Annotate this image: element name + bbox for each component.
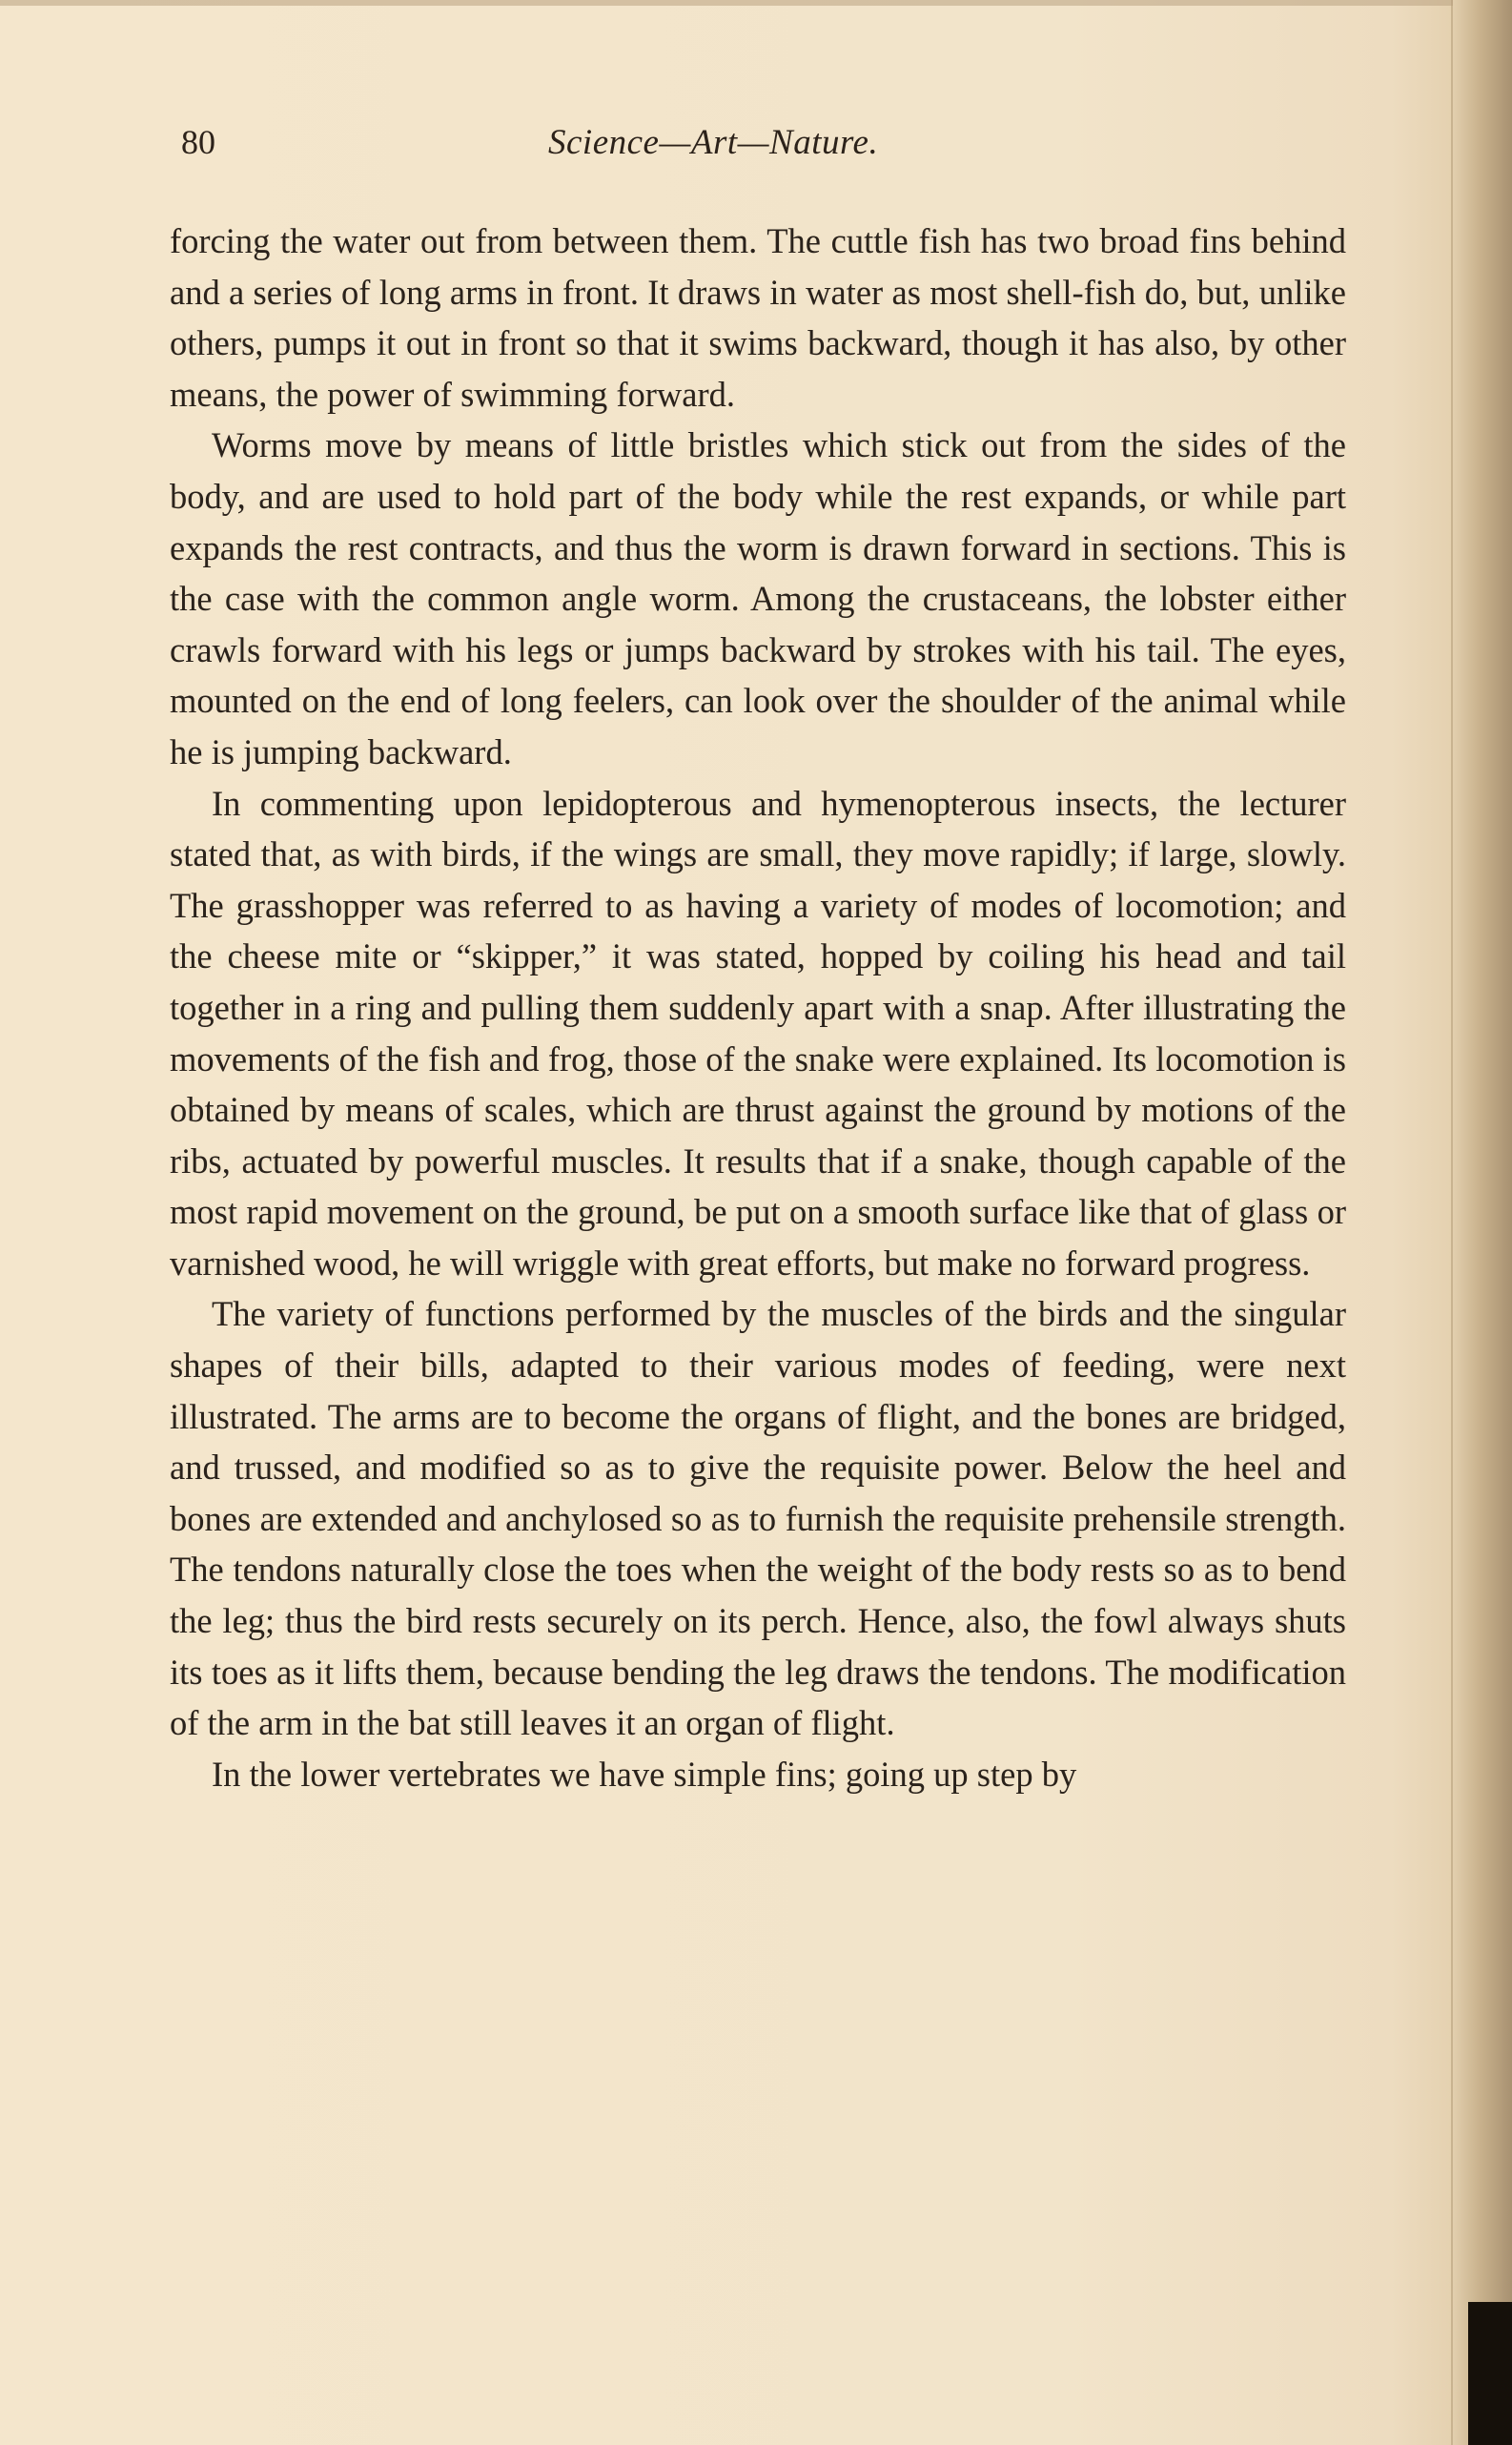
page-gutter-edge	[1453, 0, 1512, 2445]
page-top-edge	[0, 0, 1512, 6]
paragraph-cuttle-fish: forcing the water out from between them. The cuttle fish has two broad fins behind and a series of long arms in front. It draws in water as most shell-fish do, but, unlike others, pumps it out in front so that it swims backward, though it has also, by other means, the power of swimming forward.	[170, 221, 1346, 414]
body-text	[170, 216, 1346, 1799]
corner-shadow	[1468, 2302, 1512, 2445]
page-number: 80	[181, 123, 215, 161]
paragraph-worms: Worms move by means of little bristles which stick out from the sides of the body, and are used to hold part of the body while the rest expands, or while part expands the rest contracts, and thus the worm is drawn forward in sections. This is the case with the common angle worm. Among the crustaceans, the lobster either crawls forward with his legs or jumps backward by strokes with his tail. The eyes, mounted on the end of long feelers, can look over the shoulder of the animal while he is jumping backward.	[170, 425, 1346, 771]
paragraph-vertebrates: In the lower vertebrates we have simple fins; going up step by	[212, 1754, 1077, 1794]
paragraph-insects: In commenting upon lepidopterous and hymenopterous insects, the lecturer stated that, as with birds, if the wings are small, they move rapidly; if large, slowly. The grasshopper was referred to as having a variety of modes of locomotion; and the cheese mite or “skipper,” it was stated, hopped by coiling his head and tail together in a ring and pulling them suddenly apart with a snap. After illustrating the movements of the fish and frog, those of the snake were explained. Its locomotion is obtained by means of scales, which are thrust against the ground by motions of the ribs, actuated by powerful muscles. It results that if a snake, though capable of the most rapid movement on the ground, be put on a smooth surface like that of glass or varnished wood, he will wriggle with great efforts, but make no forward progress.	[170, 783, 1346, 1283]
running-head: Science—Art—Nature.	[548, 123, 879, 162]
page-header	[181, 122, 1344, 179]
paragraph-birds: The variety of functions performed by the muscles of the birds and the singular shapes of their bills, adapted to their various modes of feeding, were next illustrated. The arms are to become the organs of flight, and the bones are bridged, and trussed, and modified so as to give the requisite power. Below the heel and bones are extended and anchylosed so as to furnish the requisite prehensile strength. The tendons naturally close the toes when the weight of the body rests so as to bend the leg; thus the bird rests securely on its perch. Hence, also, the fowl always shuts its toes as it lifts them, because bending the leg draws the tendons. The modification of the arm in the bat still leaves it an organ of flight.	[170, 1294, 1346, 1743]
